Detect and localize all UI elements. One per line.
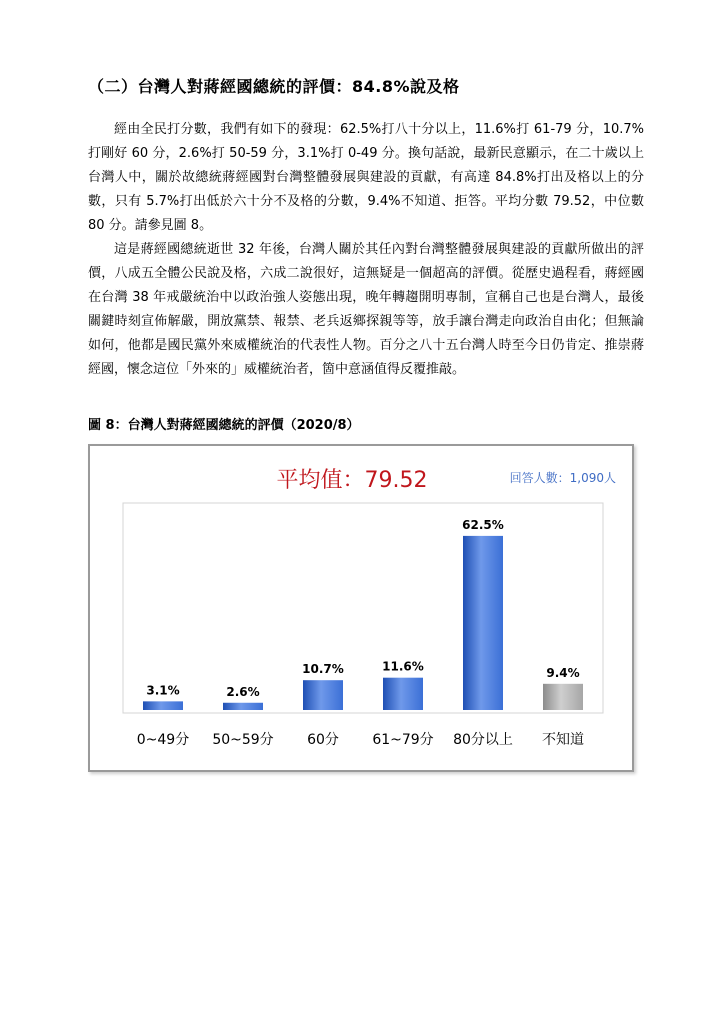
bar-1 <box>223 703 263 710</box>
bar-value-label-0: 3.1% <box>146 683 180 698</box>
bar-5 <box>543 684 583 710</box>
bar-value-label-3: 11.6% <box>382 659 424 674</box>
bar-value-label-2: 10.7% <box>302 662 344 677</box>
category-label-0: 0~49分 <box>136 732 190 748</box>
section-heading: （二）台灣人對蔣經國總統的評價：84.8%說及格 <box>88 77 460 96</box>
chart-figure <box>88 444 634 772</box>
bar-value-label-5: 9.4% <box>546 665 580 680</box>
paragraph-1: 經由全民打分數，我們有如下的發現：62.5%打八十分以上，11.6%打 61-79 分，10.7%打剛好 60 分，2.6%打 50-59 分，3.1%打 0-49 分。換句話說，最新民意顯示，在二十歲以上台灣人中，關於故總統蔣經國對台灣整體發展與建設的貢獻，有高達 84.8%打出及格以上的分數，只有 5.7%打出低於六十分不及格的分數，9.4%不知道、拒答。平均分數 79.52，中位數 80 分。請參見圖 8。 <box>88 122 644 233</box>
category-label-2: 60分 <box>307 732 339 748</box>
paragraph-2: 這是蔣經國總統逝世 32 年後，台灣人關於其任內對台灣整體發展與建設的貢獻所做出的評價，八成五全體公民說及格，六成二說很好，這無疑是一個超高的評價。從歷史過程看，蔣經國在台灣 38 年戒嚴統治中以政治強人姿態出現，晚年轉趨開明專制，宣稱自己也是台灣人，最後關鍵時刻宣佈解嚴，開放黨禁、報禁、老兵返鄉探親等等，放手讓台灣走向政治自由化；但無論如何，他都是國民黨外來威權統治的代表性人物。百分之八十五台灣人時至今日仍肯定、推崇蔣經國，懷念這位「外來的」威權統治者，箇中意涵值得反覆推敲。 <box>88 242 644 377</box>
bar-value-label-1: 2.6% <box>226 684 260 699</box>
category-label-3: 61~79分 <box>372 732 434 748</box>
category-label-4: 80分以上 <box>453 732 513 748</box>
respondents-count: 回答人數：1,090人 <box>509 471 616 485</box>
chart-title: 平均值：79.52 <box>276 468 428 493</box>
bar-chart <box>90 446 632 770</box>
bar-3 <box>383 678 423 710</box>
category-label-5: 不知道 <box>542 732 584 748</box>
plot-area <box>123 503 603 713</box>
category-label-1: 50~59分 <box>212 732 274 748</box>
figure-caption: 圖 8：台灣人對蔣經國總統的評價（2020/8） <box>88 418 360 433</box>
bar-4 <box>463 536 503 710</box>
bar-value-label-4: 62.5% <box>462 517 504 532</box>
bar-0 <box>143 701 183 710</box>
bar-2 <box>303 680 343 710</box>
